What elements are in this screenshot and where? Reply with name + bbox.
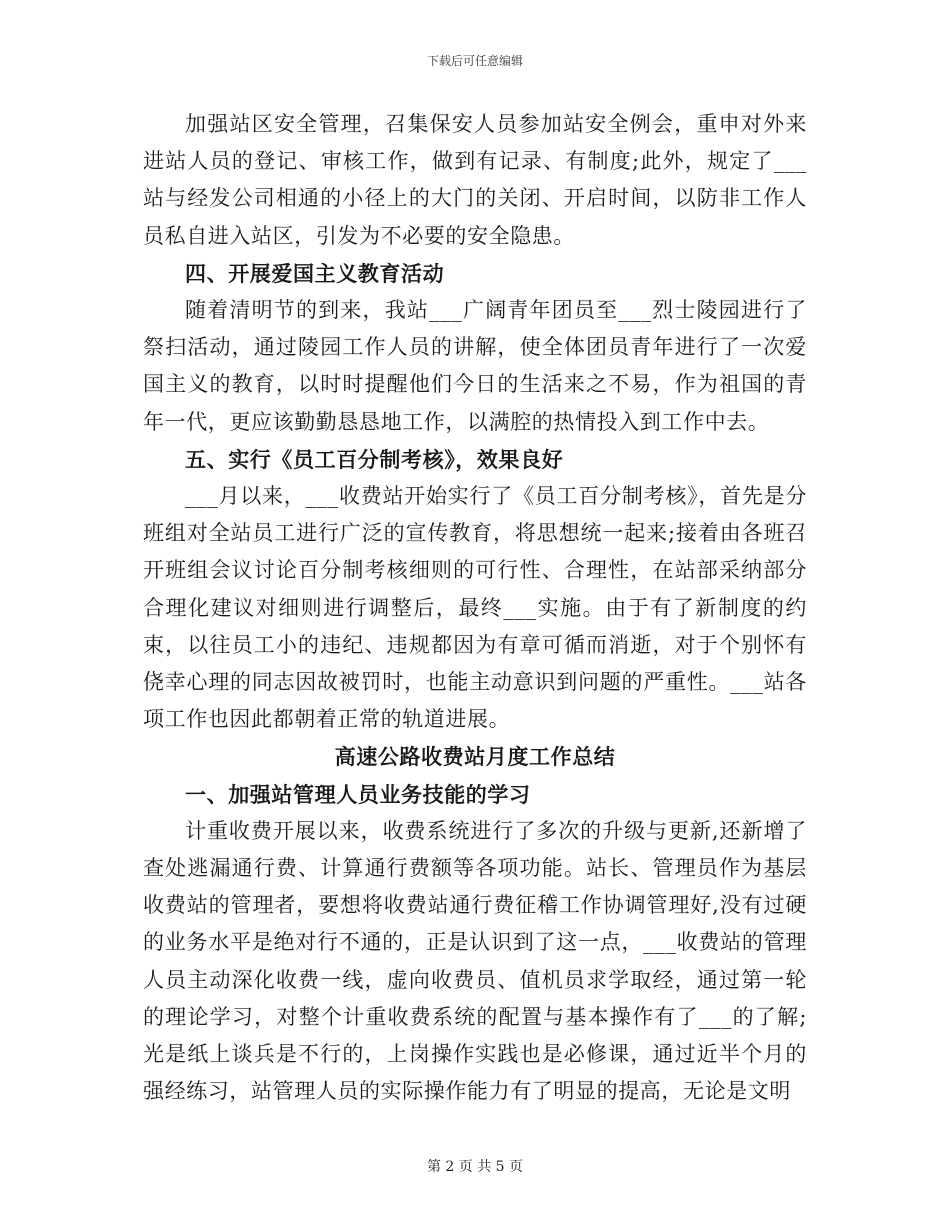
- paragraph-skills-learning: 计重收费开展以来，收费系统进行了多次的升级与更新,还新增了查处逃漏通行费、计算通行费额等各项功能。站长、管理员作为基层收费站的管理者，要想将收费站通行费征稽工作协调管理好,没有过硬的业务水平是绝对行不通的，正是认识到了这一点，___收费站的管理人员主动深化收费一线，虚向收费员、值机员求学取经，通过第一轮的理论学习，对整个计重收费系统的配置与基本操作有了___的了解;光是纸上谈兵是不行的，上岗操作实践也是必修课，通过近半个月的强经练习，站管理人员的实际操作能力有了明显的提高，无论是文明: [143, 818, 807, 1104]
- section-heading-5: 五、实行《员工百分制考核》，效果良好: [185, 446, 564, 472]
- page-header: 下载后可任意编辑: [426, 54, 523, 68]
- paragraph-staff-assessment: ___月以来，___收费站开始实行了《员工百分制考核》，首先是分班组对全站员工进行广泛的宣传教育，将思想统一起来;接着由各班召开班组会议讨论百分制考核细则的可行性、合理性，在站部采纳部分合理化建议对细则进行调整后，最终___实施。由于有了新制度的约束，以往员工小的违纪、违规都因为有章可循而消逝，对于个别怀有侥幸心理的同志因故被罚时，也能主动意识到问题的严重性。___站各项工作也因此都朝着正常的轨道进展。: [143, 484, 807, 732]
- paragraph-patriotic-education: 随着清明节的到来，我站___广阔青年团员至___烈士陵园进行了祭扫活动，通过陵园工作人员的讲解，使全体团员青年进行了一次爱国主义的教育，以时时提醒他们今日的生活来之不易，作为祖国的青年一代，更应该勤勤恳恳地工作，以满腔的热情投入到工作中去。: [143, 298, 807, 434]
- section-heading-1: 一、加强站管理人员业务技能的学习: [185, 781, 531, 807]
- page-number: 第 2 页 共 5 页: [426, 1159, 524, 1175]
- section-heading-4: 四、开展爱国主义教育活动: [185, 260, 445, 286]
- document-title: 高速公路收费站月度工作总结: [334, 744, 616, 770]
- document-body: [143, 106, 807, 1110]
- paragraph-security-management: 加强站区安全管理，召集保安人员参加站安全例会，重申对外来进站人员的登记、审核工作，做到有记录、有制度;此外，规定了___站与经发公司相通的小径上的大门的关闭、开启时间，以防非工作人员私自进入站区，引发为不必要的安全隐患。: [143, 112, 807, 248]
